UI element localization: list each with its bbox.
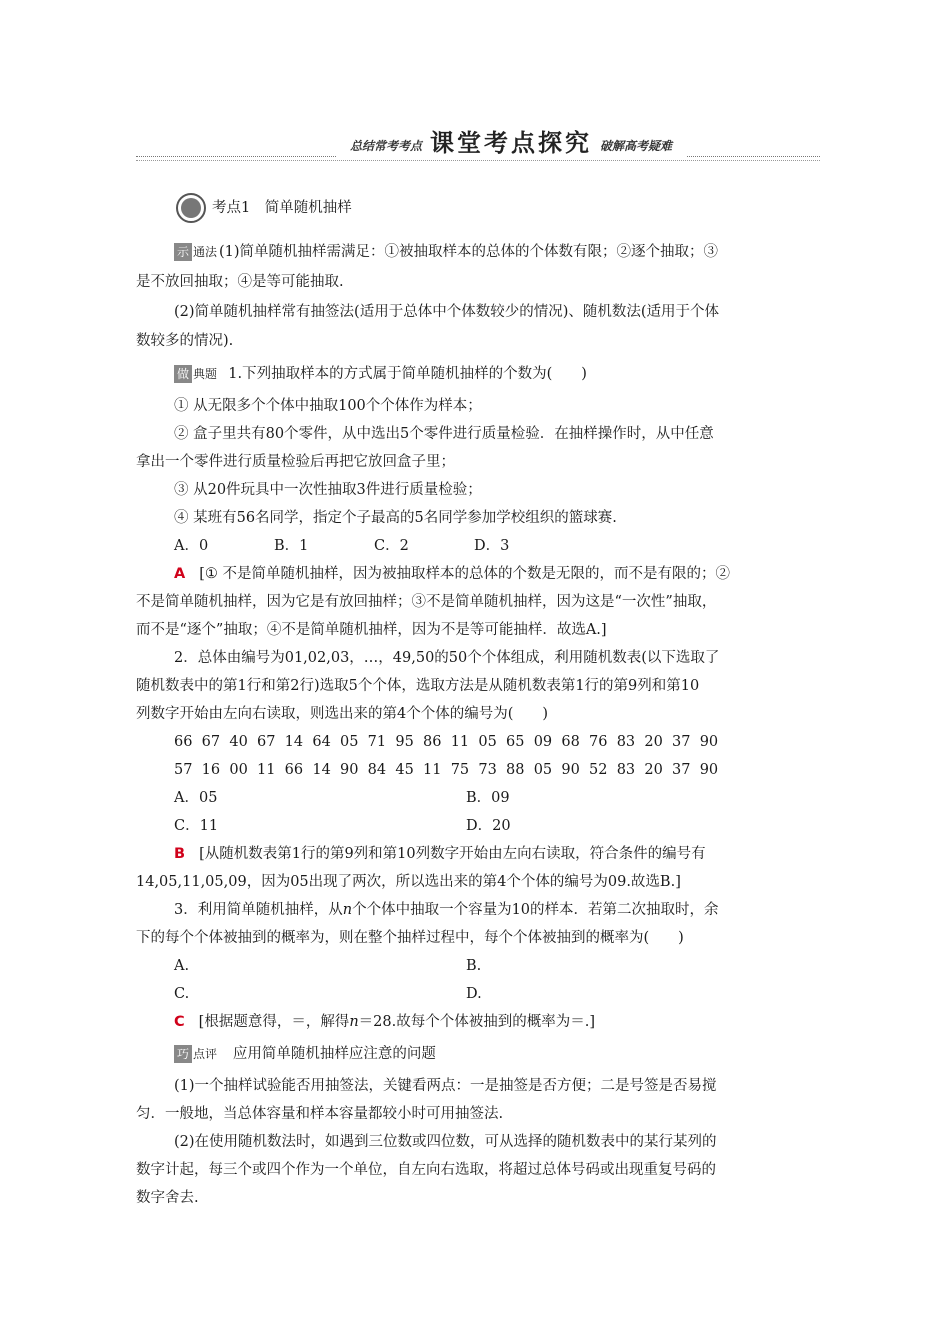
q2-option: A．05 xyxy=(174,790,218,806)
example-tag: 做 典题 xyxy=(174,365,217,383)
review-title: 应用简单随机抽样应注意的问题 xyxy=(232,1046,436,1062)
q1-option: B．1 xyxy=(274,538,309,554)
tag-box-icon: 示 xyxy=(174,243,192,261)
method-p1-line1: 示 通法 (1)简单随机抽样需满足：①被抽取样本的总体的个体数有限；②逐个抽取；③ xyxy=(174,242,816,262)
method-p1-line2: 是不放回抽取；④是等可能抽取. xyxy=(136,274,344,290)
review-tag: 巧 点评 xyxy=(174,1045,217,1063)
q2-options-row xyxy=(136,788,816,808)
q1-item: ② 盒子里共有80个零件，从中选出5个零件进行质量检验．在抽样操作时，从中任意 xyxy=(174,426,714,442)
variable-n: n xyxy=(342,902,353,918)
banner-left: 总结常考考点 xyxy=(350,139,423,153)
q1-stem: 做 典题 1.下列抽取样本的方式属于简单随机抽样的个数为( ) xyxy=(174,364,854,384)
q1-solution-line: 不是简单随机抽样，因为它是有放回抽样；③不是简单随机抽样，因为这是“一次性”抽取， xyxy=(136,594,717,610)
q2-stem-line: 随机数表中的第1行和第2行)选取5个个体，选取方法是从随机数表第1行的第9列和第10 xyxy=(136,678,700,694)
answer-label: B xyxy=(174,846,186,862)
q1-item: ① 从无限多个个体中抽取100个个体作为样本； xyxy=(174,398,482,414)
tag-box-icon: 做 xyxy=(174,365,192,383)
q2-solution-line: B [从随机数表第1行的第9列和第10列数字开始由左向右读取，符合条件的编号有 xyxy=(174,846,706,862)
q3-solution-line: C [根据题意得，＝，解得n＝28.故每个个体被抽到的概率为＝.] xyxy=(174,1014,595,1030)
q2-stem-line: 2．总体由编号为01,02,03，…，49,50的50个个体组成，利用随机数表(以下选取了 xyxy=(174,650,720,666)
method-p2-line2: 数较多的情况). xyxy=(136,333,234,349)
review-p2-line: 数字计起，每三个或四个作为一个单位，自左向右选取，将超过总体号码或出现重复号码的 xyxy=(136,1162,716,1178)
q1-solution-line: 而不是“逐个”抽取；④不是简单随机抽样，因为不是等可能抽样．故选A.] xyxy=(136,622,607,638)
q1-option: C．2 xyxy=(374,538,409,554)
q2-stem-line: 列数字开始由左向右读取，则选出来的第4个个体的编号为( ) xyxy=(136,706,549,722)
random-number-row: 57 16 00 11 66 14 90 84 45 11 75 73 88 05 90 52 83 20 37 90 xyxy=(174,762,719,778)
section-title: 考点1 简单随机抽样 xyxy=(212,200,352,216)
banner-rule-lower xyxy=(136,160,820,161)
q1-option: D．3 xyxy=(474,538,510,554)
circle-badge-icon xyxy=(176,193,206,223)
review-p1-line: 匀．一般地，当总体容量和样本容量都较小时可用抽签法. xyxy=(136,1106,504,1122)
q1-item: ③ 从20件玩具中一次性抽取3件进行质量检验； xyxy=(174,482,482,498)
q3-options-row xyxy=(136,984,816,1004)
q3-option: B. xyxy=(466,958,482,974)
q1-options xyxy=(136,536,816,556)
q1-option: A．0 xyxy=(174,538,209,554)
variable-n: n xyxy=(349,1014,359,1030)
q3-stem-line: 下的每个个体被抽到的概率为，则在整个抽样过程中，每个个体被抽到的概率为( ) xyxy=(136,930,684,946)
answer-label: C xyxy=(174,1014,185,1030)
review-p2-line: 数字舍去. xyxy=(136,1190,199,1206)
review-p1-line: (1)一个抽样试验能否用抽签法，关键看两点：一是抽签是否方便；二是号签是否易搅 xyxy=(174,1078,717,1094)
q3-option: D. xyxy=(466,986,482,1002)
banner-text xyxy=(336,128,686,158)
q2-option: C．11 xyxy=(174,818,219,834)
q3-option: C. xyxy=(174,986,190,1002)
review-p2-line: (2)在使用随机数法时，如遇到三位数或四位数，可从选择的随机数表中的某行某列的 xyxy=(174,1134,717,1150)
q1-solution-line: A [① 不是简单随机抽样，因为被抽取样本的总体的个数是无限的，而不是有限的；② xyxy=(174,566,730,582)
tag-box-icon: 巧 xyxy=(174,1045,192,1063)
q3-stem-line: 3．利用简单随机抽样，从n个个体中抽取一个容量为10的样本．若第二次抽取时，余 xyxy=(174,902,719,918)
review-heading xyxy=(174,1044,854,1064)
banner-right: 破解高考疑难 xyxy=(600,139,673,153)
q2-solution-line: 14,05,11,05,09，因为05出现了两次，所以选出来的第4个个体的编号为09.故选B.] xyxy=(136,874,681,890)
q1-item: 拿出一个零件进行质量检验后再把它放回盒子里； xyxy=(136,454,455,470)
random-number-row: 66 67 40 67 14 64 05 71 95 86 11 05 65 09 68 76 83 20 37 90 xyxy=(174,734,719,750)
q1-item: ④ 某班有56名同学，指定个子最高的5名同学参加学校组织的篮球赛. xyxy=(174,510,617,526)
q2-options-row xyxy=(136,816,816,836)
section-banner xyxy=(136,128,820,168)
section-heading xyxy=(176,193,856,223)
method-p2-line1: (2)简单随机抽样常有抽签法(适用于总体中个体数较少的情况)、随机数法(适用于个体 xyxy=(174,304,720,320)
answer-label: A xyxy=(174,566,186,582)
q3-option: A. xyxy=(174,958,190,974)
banner-title: 课堂考点探究 xyxy=(430,129,593,157)
method-tag: 示 通法 xyxy=(174,243,217,261)
q2-option: B．09 xyxy=(466,790,510,806)
q2-option: D．20 xyxy=(466,818,511,834)
q3-options-row xyxy=(136,956,816,976)
